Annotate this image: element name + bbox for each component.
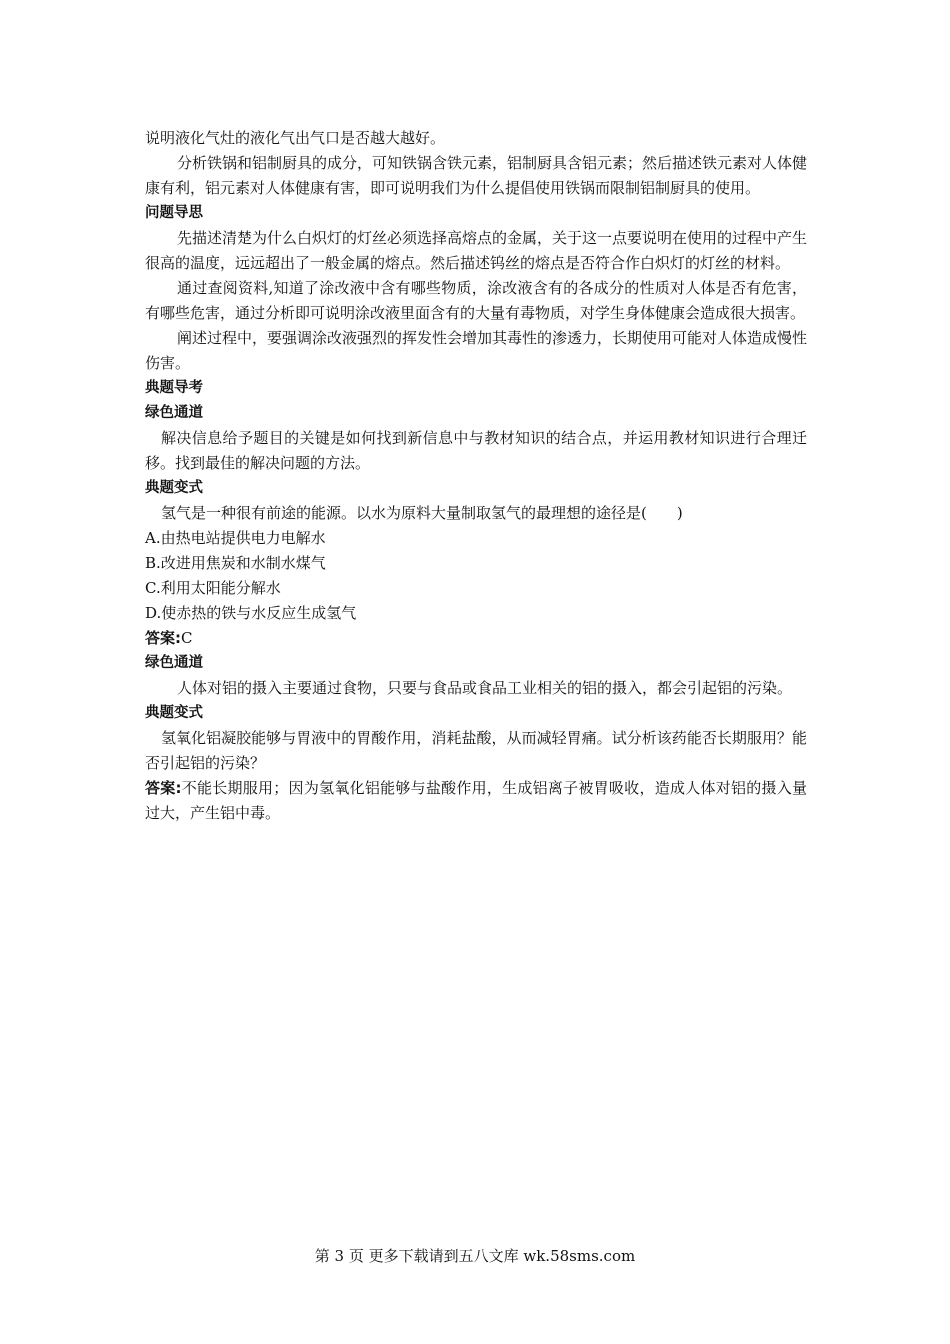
section-heading: 典题变式 xyxy=(145,705,203,721)
paragraph: 先描述清楚为什么白炽灯的灯丝必须选择高熔点的金属，关于这一点要说明在使用的过程中产生很高的温度，远远超出了一般金属的熔点。然后描述钨丝的熔点是否符合作白炽灯的灯丝的材料。 xyxy=(145,229,808,272)
section-heading: 问题导思 xyxy=(145,205,203,221)
paragraph: 阐述过程中，要强调涂改液强烈的挥发性会增加其毒性的渗透力，长期使用可能对人体造成慢性伤害。 xyxy=(145,329,808,372)
section-heading: 绿色通道 xyxy=(145,655,203,671)
paragraph: 人体对铝的摄入主要通过食物，只要与食品或食品工业相关的铝的摄入，都会引起铝的污染。 xyxy=(177,679,793,697)
paragraph: 通过查阅资料,知道了涂改液中含有哪些物质，涂改液含有的各成分的性质对人体是否有危害，有哪些危害，通过分析即可说明涂改液里面含有的大量有毒物质，对学生身体健康会造成很大损害。 xyxy=(145,279,807,322)
option-b: B.改进用焦炭和水制水煤气 xyxy=(145,554,326,572)
section-heading: 典题变式 xyxy=(145,480,203,496)
document-body xyxy=(145,126,807,826)
option-d: D.使赤热的铁与水反应生成氢气 xyxy=(145,604,357,622)
option-c: C.利用太阳能分解水 xyxy=(145,579,281,597)
answer-line xyxy=(145,776,807,826)
option-a: A.由热电站提供电力电解水 xyxy=(145,529,326,547)
answer-text: 不能长期服用；因为氢氧化铝能够与盐酸作用，生成铝离子被胃吸收，造成人体对铝的摄入量过大，产生铝中毒。 xyxy=(145,779,807,822)
paragraph: 解决信息给予题目的关键是如何找到新信息中与教材知识的结合点，并运用教材知识进行合理迁移。找到最佳的解决问题的方法。 xyxy=(145,429,807,472)
question-text: 氢气是一种很有前途的能源。以水为原料大量制取氢气的最理想的途径是( ) xyxy=(161,504,683,522)
question-text: 氢氧化铝凝胶能够与胃液中的胃酸作用，消耗盐酸，从而减轻胃痛。试分析该药能否长期服用？能否引起铝的污染？ xyxy=(145,729,807,772)
section-heading: 绿色通道 xyxy=(145,405,203,421)
answer-label: 答案: xyxy=(145,629,181,647)
answer-line xyxy=(145,626,807,651)
section-heading: 典题导考 xyxy=(145,380,203,396)
answer-label: 答案: xyxy=(145,779,182,797)
paragraph: 分析铁锅和铝制厨具的成分，可知铁锅含铁元素，铝制厨具含铝元素；然后描述铁元素对人体健康有利，铝元素对人体健康有害，即可说明我们为什么提倡使用铁锅而限制铝制厨具的使用。 xyxy=(145,154,808,197)
page-footer: 第 3 页 更多下载请到五八文库 wk.58sms.com xyxy=(314,1247,636,1265)
answer-text: C xyxy=(181,629,193,647)
paragraph: 说明液化气灶的液化气出气口是否越大越好。 xyxy=(145,129,446,147)
